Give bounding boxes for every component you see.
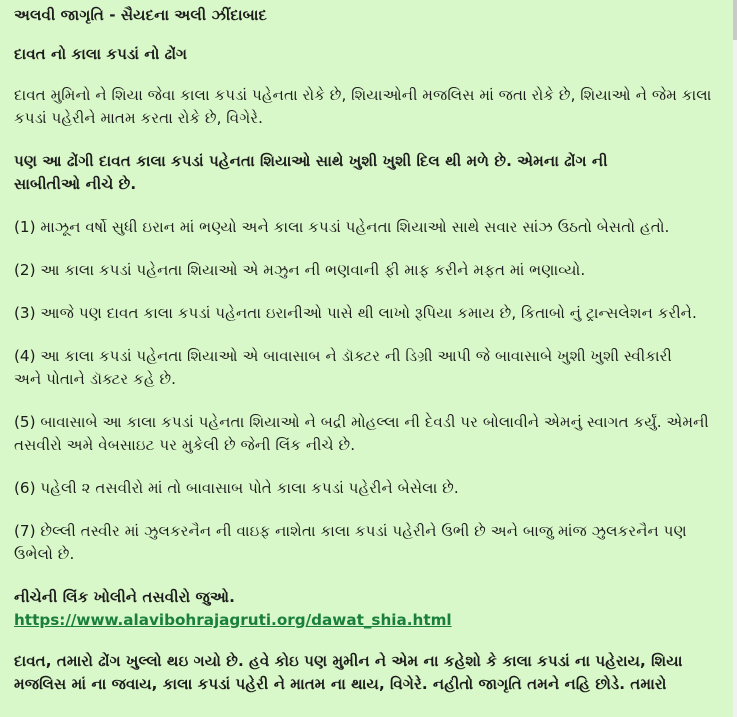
claim-paragraph: પણ આ ઢોંગી દાવત કાલા કપડાં પહેનતા શિયાઓ સાથે ખુશી ખુશી દિલ થી મળે છે. એમના ઢોંગ ની સાબીતીઓ નીચે છે. bbox=[14, 152, 608, 193]
link-prompt: નીચેની લિંક ખોલીને તસવીરો જુઓ. bbox=[14, 588, 235, 606]
message-title: દાવત નો કાલા કપડાં નો ઢોંગ bbox=[14, 45, 188, 63]
scrollbar-thumb[interactable] bbox=[733, 0, 737, 40]
point-3: (3) આજે પણ દાવત કાલા કપડાં પહેનતા ઇરાનીઓ પાસે થી લાખો રૂપિયા કમાય છે, કિતાબો નું ટ્રાન્સલેશન કરીને. bbox=[14, 304, 697, 322]
point-4: (4) આ કાલા કપડાં પહેનતા શિયાઓ એ બાવાસાબ ને ડૉક્ટર ની ડિગ્રી આપી જે બાવાસાબે ખુશી ખુશી સ્વીકારી અને પોતાને ડૉક્ટર કહે છે. bbox=[14, 347, 672, 388]
intro-paragraph: દાવત મુમિનો ને શિયા જેવા કાલા કપડાં પહેનતા રોકે છે, શિયાઓની મજલિસ માં જતા રોકે છે, શિયાઓ ને જેમ કાલા કપડાં પહેરીને માતમ કરતા રોકે છે, વિગેરે. bbox=[14, 86, 712, 127]
point-2: (2) આ કાલા કપડાં પહેનતા શિયાઓ એ મઝુન ની ભણવાની ફી માફ કરીને મફત માં ભણાવ્યો. bbox=[14, 261, 586, 279]
point-1: (1) માઝૂન વર્ષો સુધી ઇરાન માં ભણ્યો અને કાલા કપડાં પહેનતા શિયાઓ સાથે સવાર સાંઝ ઉઠતો બેસતો હતો. bbox=[14, 218, 670, 236]
website-link[interactable]: https://www.alavibohrajagruti.org/dawat_shia.html bbox=[14, 611, 452, 629]
link-block bbox=[14, 586, 719, 632]
message-header: અલવી જાગૃતિ - સૈયદના અલી ઝીંદાબાદ bbox=[14, 6, 267, 24]
closing-paragraph: દાવત, તમારો ઢોંગ ખુલ્લો થઇ ગયો છે. હવે કોઇ પણ મુમીન ને એમ ના કહેશો કે કાલા કપડાં ના પહેરાય, શિયા મજલિસ માં ના જવાય, કાલા કપડાં પહેરી ને માતમ ના થાય, વિગેરે. નહીતો જાગૃતિ તમને નહિ છોડે. તમારો bbox=[14, 652, 683, 693]
point-7: (7) છેલ્લી તસ્વીર માં ઝુલકરનૈન ની વાઇફ નાશેતા કાલા કપડાં પહેરીને ઉભી છે અને બાજુ માંજ ઝુલકરનૈન પણ ઉભેલો છે. bbox=[14, 522, 687, 563]
scrollbar-track[interactable] bbox=[733, 0, 737, 717]
point-5: (5) બાવાસાબે આ કાલા કપડાં પહેનતા શિયાઓ ને બદ્રી મોહલ્લા ની દેવડી પર બોલાવીને એમનું સ્વાગત કર્યું. એમની તસવીરો અમે વેબસાઇટ પર મુકેલી છે જેની લિંક નીચે છે. bbox=[14, 413, 709, 454]
point-6: (6) પહેલી ૨ તસવીરો માં તો બાવાસાબ પોતે કાલા કપડાં પહેરીને બેસેલા છે. bbox=[14, 479, 459, 497]
